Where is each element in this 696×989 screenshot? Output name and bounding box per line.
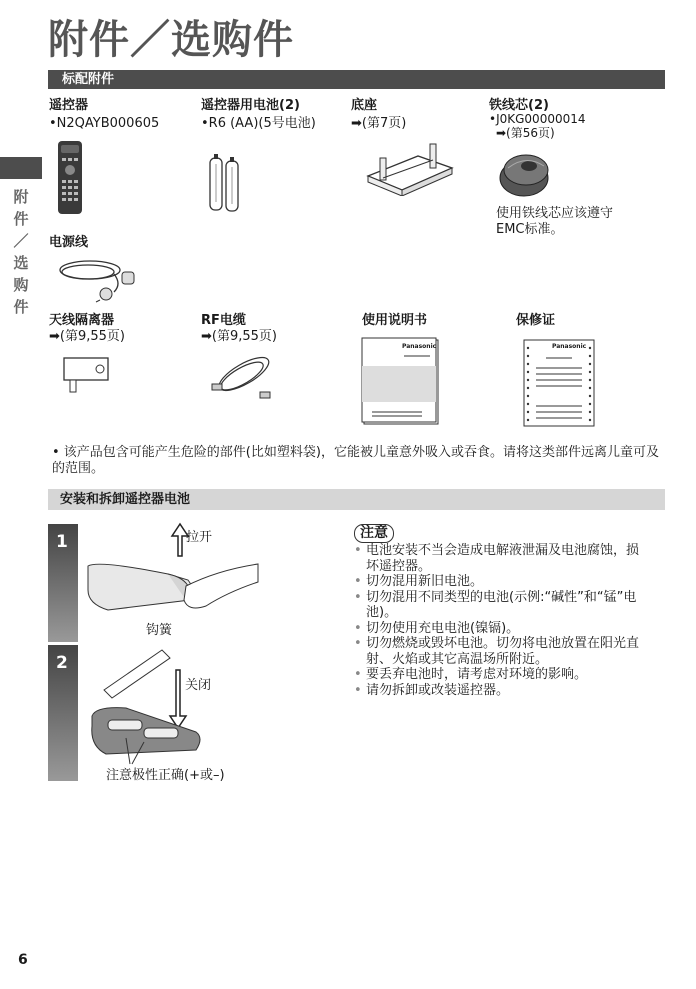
stand-icon [360, 138, 458, 196]
step-2-badge: 2 [48, 645, 78, 781]
item-rf-cable-name: RF电缆 [201, 313, 246, 328]
caution-list [354, 543, 644, 698]
caution-item: • 要丢弃电池时，请考虑对环境的影响。 [354, 667, 644, 683]
item-stand-name: 底座 [351, 98, 378, 113]
step-1-badge: 1 [48, 524, 78, 642]
step-2-action-label: 关闭 [185, 678, 212, 693]
antenna-isolator-icon [58, 352, 112, 394]
power-cord-icon [52, 252, 142, 304]
item-ferrite-ref: ➡(第56页) [496, 126, 555, 140]
caution-item: • 请勿拆卸或改装遥控器。 [354, 683, 644, 699]
caution-heading: 注意 [354, 522, 394, 543]
caution-item: • 电池安装不当会造成电解液泄漏及电池腐蚀，损坏遥控器。 [354, 543, 644, 574]
item-ferrite-note: 使用铁线芯应该遵守EMC标准。 [496, 206, 614, 237]
item-rf-cable-ref: ➡(第9,55页) [201, 329, 277, 344]
step-1-part-label: 钩簧 [146, 623, 173, 638]
caution-item: • 切勿燃烧或毁坏电池。切勿将电池放置在阳光直射、火焰或其它高温场所附近。 [354, 636, 644, 667]
page-number: 6 [18, 952, 28, 968]
battery-icon [207, 152, 243, 214]
item-ferrite-part: •J0KG00000014 [489, 112, 586, 126]
caution-item: • 切勿混用不同类型的电池(示例:“碱性”和“锰”电池)。 [354, 590, 644, 621]
rf-cable-icon [208, 350, 278, 402]
item-stand-ref: ➡(第7页) [351, 116, 407, 131]
item-ferrite-name: 铁线芯(2) [489, 98, 549, 113]
item-manual-name: 使用说明书 [362, 313, 428, 328]
caution-item: • 切勿混用新旧电池。 [354, 574, 644, 590]
side-label: 附 件 ／ 选 购 件 [13, 188, 29, 316]
warranty-card-icon [520, 338, 598, 428]
item-isolator-ref: ➡(第9,55页) [49, 329, 125, 344]
caution-item: • 切勿使用充电电池(镍镉)。 [354, 621, 644, 637]
step-2-illustration [86, 646, 206, 768]
item-batteries-name: 遥控器用电池(2) [201, 98, 300, 113]
item-remote-name: 遥控器 [49, 98, 89, 113]
side-tab-marker [0, 157, 42, 179]
page-title: 附件／选购件 [48, 17, 294, 63]
step-1-illustration [78, 520, 278, 642]
section-header-battery: 安装和拆卸遥控器电池 [48, 489, 665, 510]
item-remote-model: •N2QAYB000605 [49, 116, 160, 131]
child-safety-warning: • 该产品包含可能产生危险的部件(比如塑料袋)，它能被儿童意外吸入或吞食。请将这类部件远离儿童可及的范围。 [52, 445, 659, 476]
step-2-polarity-label: 注意极性正确(+或–) [106, 768, 225, 783]
item-batteries-detail: •R6 (AA)(5号电池) [201, 116, 316, 131]
item-power-cord-name: 电源线 [49, 235, 89, 250]
remote-control-icon [56, 140, 86, 216]
warranty-brand: Panasonic [552, 343, 587, 350]
ferrite-core-icon [496, 148, 554, 200]
manual-brand: Panasonic [402, 343, 437, 350]
item-warranty-name: 保修证 [516, 313, 556, 328]
section-header-standard-accessories: 标配附件 [48, 70, 665, 89]
step-1-action-label: 拉开 [186, 530, 213, 545]
item-isolator-name: 天线隔离器 [49, 313, 115, 328]
